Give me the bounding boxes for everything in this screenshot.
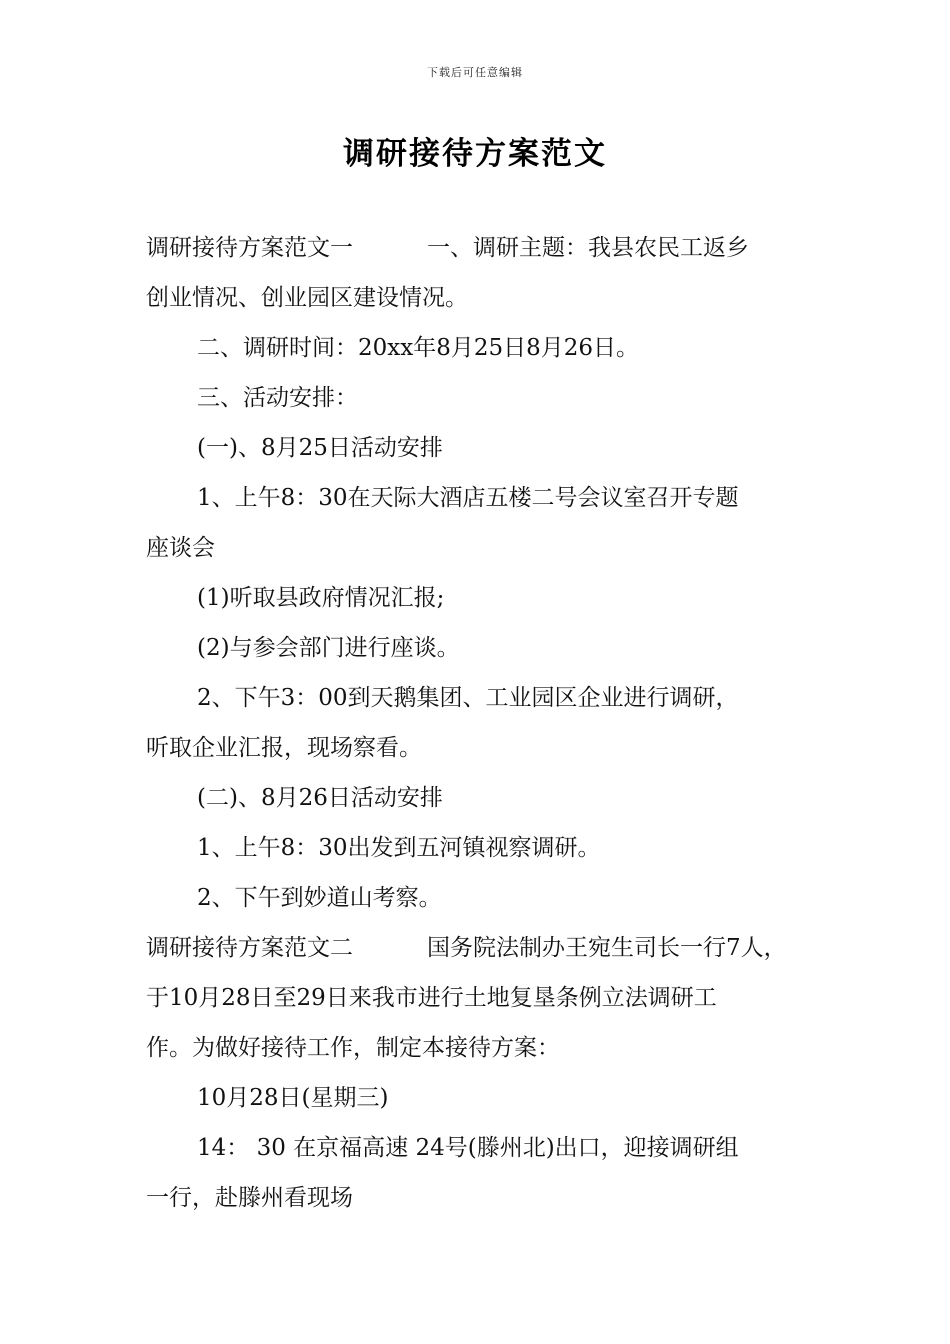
paragraph-line: (二)、8月26日活动安排 [197, 785, 443, 811]
line-text: 调研接待方案范文一 [146, 235, 353, 261]
paragraph-line: 2、下午到妙道山考察。 [197, 885, 442, 911]
paragraph-line: 座谈会 [146, 535, 215, 561]
header-note: 下载后可任意编辑 [427, 66, 523, 79]
paragraph-line: 于10月28日至29日来我市进行土地复垦条例立法调研工 [146, 985, 717, 1011]
paragraph-line: 三、活动安排： [197, 385, 358, 411]
paragraph-line: (一)、8月25日活动安排 [197, 435, 443, 461]
paragraph-line: 一行，赴滕州看现场 [146, 1185, 353, 1211]
document-title: 调研接待方案范文 [343, 136, 607, 172]
document-body [146, 223, 812, 1223]
paragraph-line: 14： 30 在京福高速 24号(滕州北)出口，迎接调研组 [197, 1135, 739, 1161]
paragraph-line [146, 223, 812, 273]
paragraph-line: 二、调研时间：20xx年8月25日8月26日。 [197, 335, 640, 361]
paragraph-line: (1)听取县政府情况汇报; [197, 585, 445, 611]
paragraph-line: 听取企业汇报，现场察看。 [146, 735, 422, 761]
line-text-continued: 国务院法制办王宛生司长一行7人， [427, 935, 787, 961]
paragraph-line: 1、上午8：30在天际大酒店五楼二号会议室召开专题 [197, 485, 739, 511]
paragraph-line [146, 923, 812, 973]
paragraph-line: 1、上午8：30出发到五河镇视察调研。 [197, 835, 601, 861]
paragraph-line: (2)与参会部门进行座谈。 [197, 635, 460, 661]
paragraph-line: 10月28日(星期三) [197, 1085, 389, 1111]
paragraph-line: 作。为做好接待工作，制定本接待方案： [146, 1035, 560, 1061]
paragraph-line: 创业情况、创业园区建设情况。 [146, 285, 468, 311]
line-text-continued: 一、调研主题：我县农民工返乡 [427, 235, 749, 261]
line-text: 调研接待方案范文二 [146, 935, 353, 961]
paragraph-line: 2、下午3：00到天鹅集团、工业园区企业进行调研， [197, 685, 739, 711]
